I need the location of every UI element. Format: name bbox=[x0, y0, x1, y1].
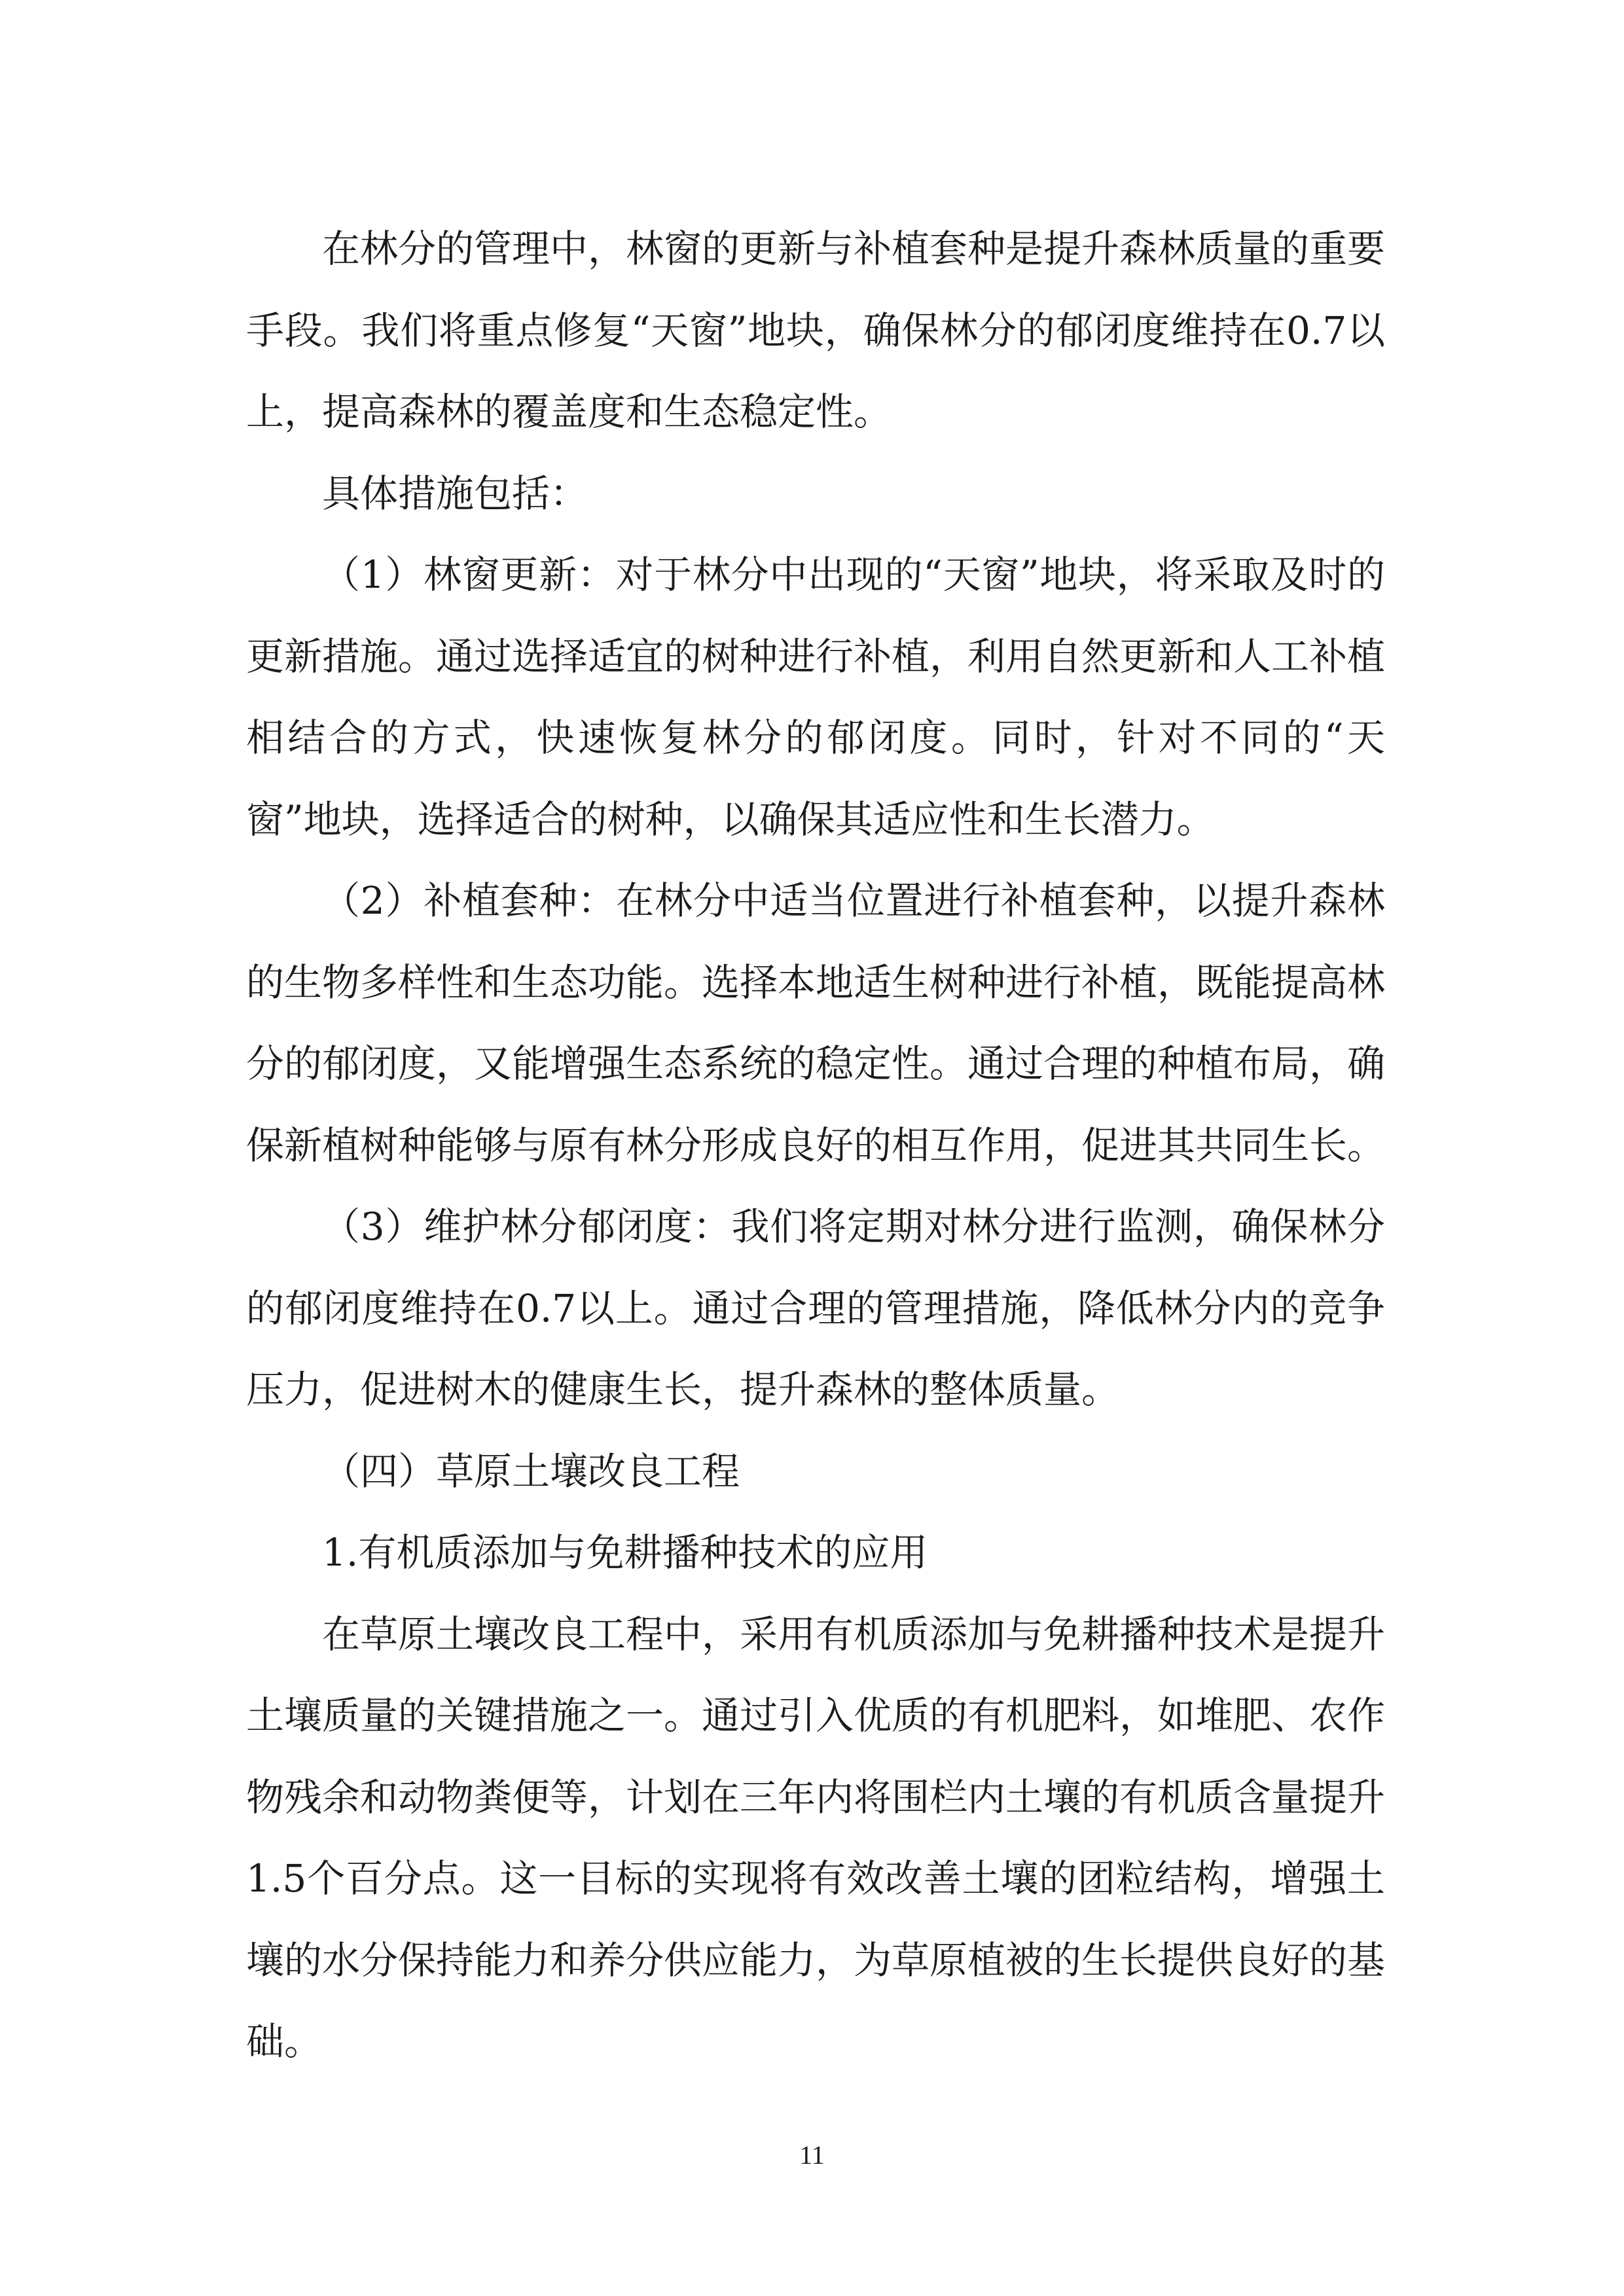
body-text bbox=[246, 208, 1385, 2083]
page-number: 11 bbox=[799, 2140, 825, 2170]
paragraph-measure-1: （1）林窗更新：对于林分中出现的“天窗”地块，将采取及时的更新措施。通过选择适宜的树种进行补植，利用自然更新和人工补植相结合的方式，快速恢复林分的郁闭度。同时，针对不同的“天窗”地块，选择适合的树种，以确保其适应性和生长潜力。 bbox=[246, 552, 1386, 842]
paragraph-organic-matter: 在草原土壤改良工程中，采用有机质添加与免耕播种技术是提升土壤质量的关键措施之一。通过引入优质的有机肥料，如堆肥、农作物残余和动物粪便等，计划在三年内将围栏内土壤的有机质含量提升1.5个百分点。这一目标的实现将有效改善土壤的团粒结构，增强土壤的水分保持能力和养分供应能力，为草原植被的生长提供良好的基础。 bbox=[246, 1611, 1386, 2064]
paragraph-measures-heading: 具体措施包括： bbox=[322, 471, 588, 516]
paragraph-forest-window-intro: 在林分的管理中，林窗的更新与补植套种是提升森林质量的重要手段。我们将重点修复“天窗”地块，确保林分的郁闭度维持在0.7以上，提高森林的覆盖度和生态稳定性。 bbox=[246, 226, 1386, 434]
paragraph-measure-3: （3）维护林分郁闭度：我们将定期对林分进行监测，确保林分的郁闭度维持在0.7以上。通过合理的管理措施，降低林分内的竞争压力，促进树木的健康生长，提升森林的整体质量。 bbox=[246, 1204, 1385, 1412]
paragraph-measure-2: （2）补植套种：在林分中适当位置进行补植套种，以提升森林的生物多样性和生态功能。选择本地适生树种进行补植，既能提高林分的郁闭度，又能增强生态系统的稳定性。通过合理的种植布局，确保新植树种能够与原有林分形成良好的相互作用，促进其共同生长。 bbox=[246, 878, 1386, 1168]
subsection-heading-organic-matter: 1.有机质添加与免耕播种技术的应用 bbox=[322, 1530, 928, 1575]
section-heading-grassland-soil: （四）草原土壤改良工程 bbox=[322, 1448, 740, 1494]
